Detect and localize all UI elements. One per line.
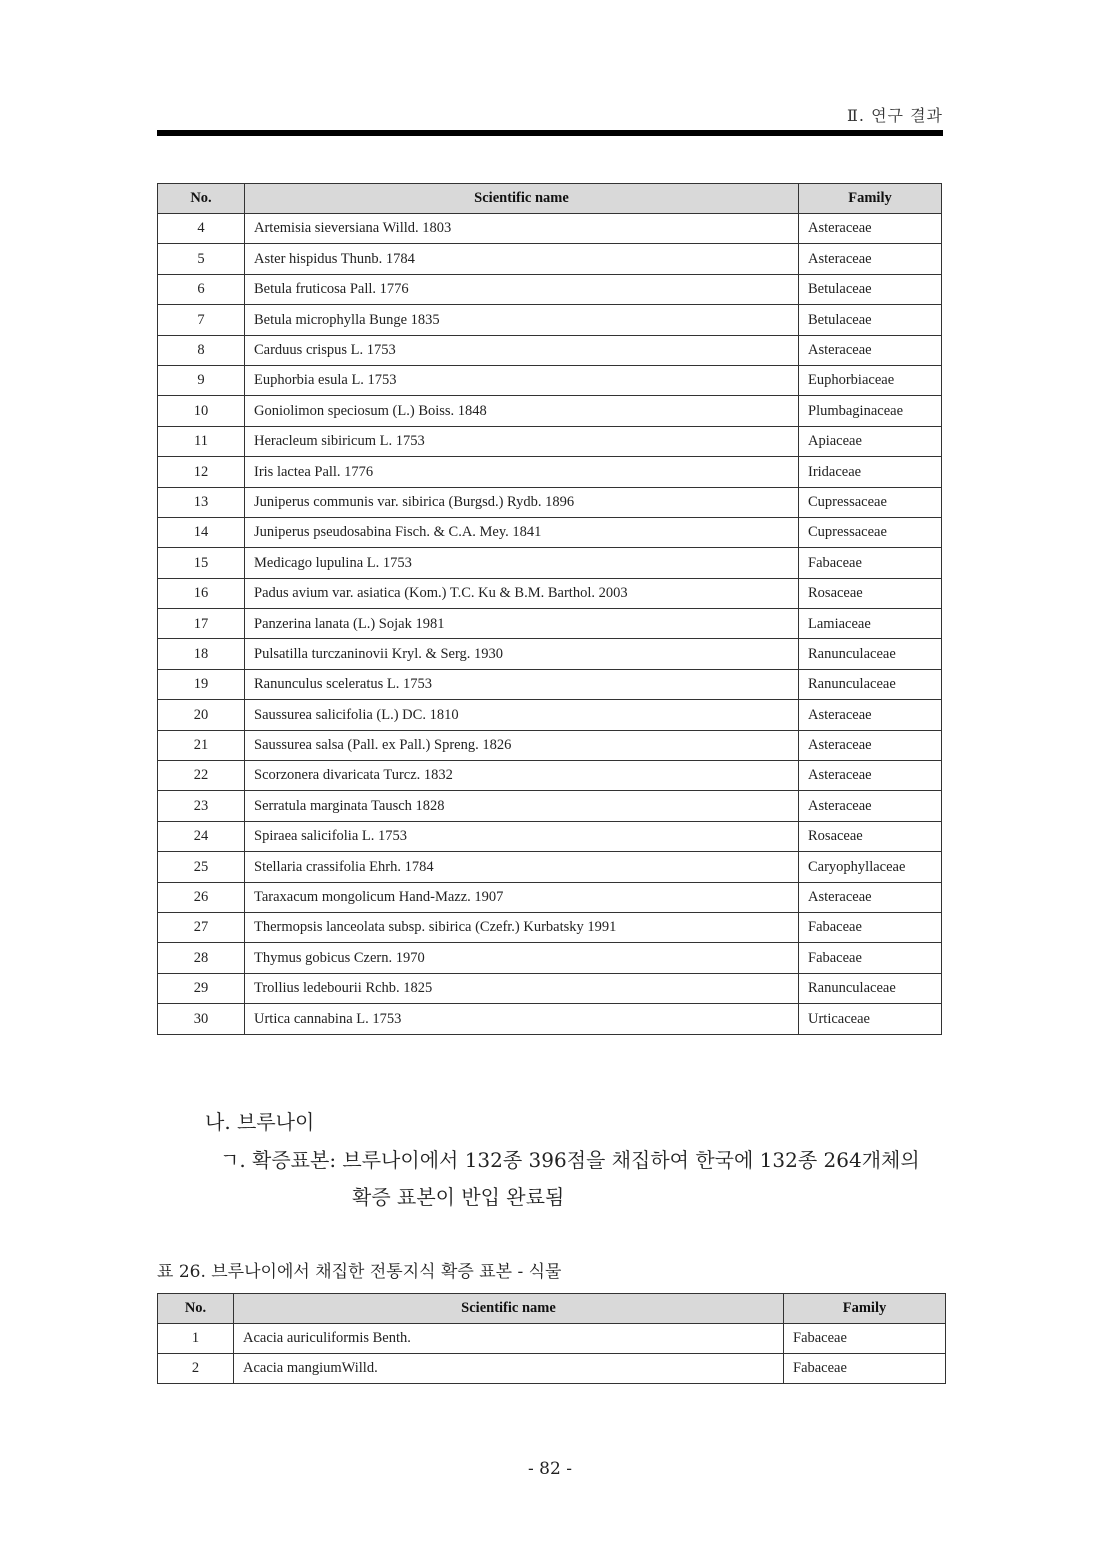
cell-family: Asteraceae <box>799 244 942 274</box>
cell-no: 4 <box>158 214 245 244</box>
cell-no: 30 <box>158 1004 245 1034</box>
cell-no: 8 <box>158 335 245 365</box>
table-row <box>158 882 942 912</box>
table-row <box>158 821 942 851</box>
cell-scientific-name: Scorzonera divaricata Turcz. 1832 <box>245 761 799 791</box>
col-header-family: Family <box>799 184 942 214</box>
cell-no: 15 <box>158 548 245 578</box>
cell-no: 9 <box>158 365 245 395</box>
cell-scientific-name: Betula microphylla Bunge 1835 <box>245 305 799 335</box>
cell-scientific-name: Juniperus communis var. sibirica (Burgsd.) Rydb. 1896 <box>245 487 799 517</box>
cell-no: 5 <box>158 244 245 274</box>
cell-no: 20 <box>158 700 245 730</box>
cell-scientific-name: Goniolimon speciosum (L.) Boiss. 1848 <box>245 396 799 426</box>
cell-no: 17 <box>158 609 245 639</box>
cell-scientific-name: Pulsatilla turczaninovii Kryl. & Serg. 1930 <box>245 639 799 669</box>
cell-no: 12 <box>158 457 245 487</box>
table-row <box>158 852 942 882</box>
species-table-brunei <box>157 1293 946 1384</box>
table-body <box>158 1324 946 1384</box>
table-row <box>158 426 942 456</box>
cell-family: Asteraceae <box>799 730 942 760</box>
cell-family: Asteraceae <box>799 761 942 791</box>
cell-family: Rosaceae <box>799 821 942 851</box>
cell-family: Lamiaceae <box>799 609 942 639</box>
table-row <box>158 1324 946 1354</box>
cell-family: Urticaceae <box>799 1004 942 1034</box>
cell-no: 27 <box>158 912 245 942</box>
cell-family: Fabaceae <box>799 912 942 942</box>
table-row <box>158 609 942 639</box>
table-row <box>158 639 942 669</box>
cell-family: Asteraceae <box>799 882 942 912</box>
cell-scientific-name: Acacia mangiumWilld. <box>234 1354 784 1384</box>
cell-scientific-name: Thermopsis lanceolata subsp. sibirica (Czefr.) Kurbatsky 1991 <box>245 912 799 942</box>
cell-family: Asteraceae <box>799 214 942 244</box>
table-row <box>158 973 942 1003</box>
cell-family: Iridaceae <box>799 457 942 487</box>
col-header-scientific-name: Scientific name <box>234 1294 784 1324</box>
table-row <box>158 1354 946 1384</box>
header-rule <box>157 130 943 136</box>
cell-scientific-name: Padus avium var. asiatica (Kom.) T.C. Ku & B.M. Barthol. 2003 <box>245 578 799 608</box>
cell-family: Plumbaginaceae <box>799 396 942 426</box>
table-row <box>158 487 942 517</box>
cell-scientific-name: Betula fruticosa Pall. 1776 <box>245 274 799 304</box>
col-header-no: No. <box>158 1294 234 1324</box>
table-row <box>158 274 942 304</box>
cell-scientific-name: Stellaria crassifolia Ehrh. 1784 <box>245 852 799 882</box>
cell-family: Caryophyllaceae <box>799 852 942 882</box>
table-header-row <box>158 184 942 214</box>
table-row <box>158 700 942 730</box>
cell-family: Fabaceae <box>799 548 942 578</box>
cell-no: 18 <box>158 639 245 669</box>
cell-no: 23 <box>158 791 245 821</box>
col-header-family: Family <box>784 1294 946 1324</box>
cell-family: Betulaceae <box>799 305 942 335</box>
cell-scientific-name: Panzerina lanata (L.) Sojak 1981 <box>245 609 799 639</box>
table-row <box>158 517 942 547</box>
cell-family: Euphorbiaceae <box>799 365 942 395</box>
cell-family: Betulaceae <box>799 274 942 304</box>
cell-family: Fabaceae <box>799 943 942 973</box>
col-header-scientific-name: Scientific name <box>245 184 799 214</box>
cell-scientific-name: Acacia auriculiformis Benth. <box>234 1324 784 1354</box>
cell-no: 16 <box>158 578 245 608</box>
cell-scientific-name: Iris lactea Pall. 1776 <box>245 457 799 487</box>
subsection-text-line1: ㄱ. 확증표본: 브루나이에서 132종 396점을 채집하여 한국에 132종 264개체의 <box>220 1148 920 1172</box>
cell-no: 29 <box>158 973 245 1003</box>
table-row <box>158 730 942 760</box>
table-row <box>158 305 942 335</box>
cell-no: 22 <box>158 761 245 791</box>
table-body <box>158 214 942 1035</box>
table-row <box>158 578 942 608</box>
cell-scientific-name: Ranunculus sceleratus L. 1753 <box>245 669 799 699</box>
cell-scientific-name: Spiraea salicifolia L. 1753 <box>245 821 799 851</box>
cell-scientific-name: Serratula marginata Tausch 1828 <box>245 791 799 821</box>
cell-scientific-name: Heracleum sibiricum L. 1753 <box>245 426 799 456</box>
cell-no: 1 <box>158 1324 234 1354</box>
cell-scientific-name: Artemisia sieversiana Willd. 1803 <box>245 214 799 244</box>
cell-family: Fabaceae <box>784 1324 946 1354</box>
table-row <box>158 669 942 699</box>
cell-family: Apiaceae <box>799 426 942 456</box>
col-header-no: No. <box>158 184 245 214</box>
table-row <box>158 912 942 942</box>
cell-no: 7 <box>158 305 245 335</box>
subsection-text-line2: 확증 표본이 반입 완료됨 <box>352 1185 565 1209</box>
cell-scientific-name: Saussurea salsa (Pall. ex Pall.) Spreng. 1826 <box>245 730 799 760</box>
cell-scientific-name: Euphorbia esula L. 1753 <box>245 365 799 395</box>
cell-no: 28 <box>158 943 245 973</box>
cell-no: 26 <box>158 882 245 912</box>
species-table-mongolia <box>157 183 942 1035</box>
cell-no: 24 <box>158 821 245 851</box>
table-row <box>158 396 942 426</box>
cell-no: 11 <box>158 426 245 456</box>
cell-family: Rosaceae <box>799 578 942 608</box>
cell-scientific-name: Urtica cannabina L. 1753 <box>245 1004 799 1034</box>
cell-scientific-name: Aster hispidus Thunb. 1784 <box>245 244 799 274</box>
section-heading: 나. 브루나이 <box>205 1110 315 1134</box>
cell-family: Cupressaceae <box>799 487 942 517</box>
chapter-title: Ⅱ. 연구 결과 <box>847 106 943 125</box>
page-number: - 82 - <box>528 1459 572 1479</box>
table-row <box>158 335 942 365</box>
cell-no: 13 <box>158 487 245 517</box>
table-caption: 표 26. 브루나이에서 채집한 전통지식 확증 표본 - 식물 <box>157 1262 562 1282</box>
cell-no: 2 <box>158 1354 234 1384</box>
cell-scientific-name: Saussurea salicifolia (L.) DC. 1810 <box>245 700 799 730</box>
table-row <box>158 791 942 821</box>
cell-family: Asteraceae <box>799 335 942 365</box>
cell-family: Asteraceae <box>799 791 942 821</box>
cell-scientific-name: Thymus gobicus Czern. 1970 <box>245 943 799 973</box>
cell-family: Ranunculaceae <box>799 973 942 1003</box>
cell-no: 6 <box>158 274 245 304</box>
table-row <box>158 1004 942 1034</box>
cell-no: 10 <box>158 396 245 426</box>
table-row <box>158 365 942 395</box>
cell-scientific-name: Taraxacum mongolicum Hand-Mazz. 1907 <box>245 882 799 912</box>
cell-no: 21 <box>158 730 245 760</box>
table-row <box>158 761 942 791</box>
cell-family: Ranunculaceae <box>799 639 942 669</box>
table-header-row <box>158 1294 946 1324</box>
table-row <box>158 943 942 973</box>
cell-family: Asteraceae <box>799 700 942 730</box>
cell-no: 19 <box>158 669 245 699</box>
table-row <box>158 457 942 487</box>
cell-no: 14 <box>158 517 245 547</box>
page-header <box>157 98 943 138</box>
table-row <box>158 548 942 578</box>
cell-scientific-name: Juniperus pseudosabina Fisch. & C.A. Mey. 1841 <box>245 517 799 547</box>
cell-no: 25 <box>158 852 245 882</box>
cell-scientific-name: Carduus crispus L. 1753 <box>245 335 799 365</box>
table-row <box>158 244 942 274</box>
cell-family: Ranunculaceae <box>799 669 942 699</box>
table-row <box>158 214 942 244</box>
cell-scientific-name: Trollius ledebourii Rchb. 1825 <box>245 973 799 1003</box>
cell-family: Cupressaceae <box>799 517 942 547</box>
cell-family: Fabaceae <box>784 1354 946 1384</box>
cell-scientific-name: Medicago lupulina L. 1753 <box>245 548 799 578</box>
